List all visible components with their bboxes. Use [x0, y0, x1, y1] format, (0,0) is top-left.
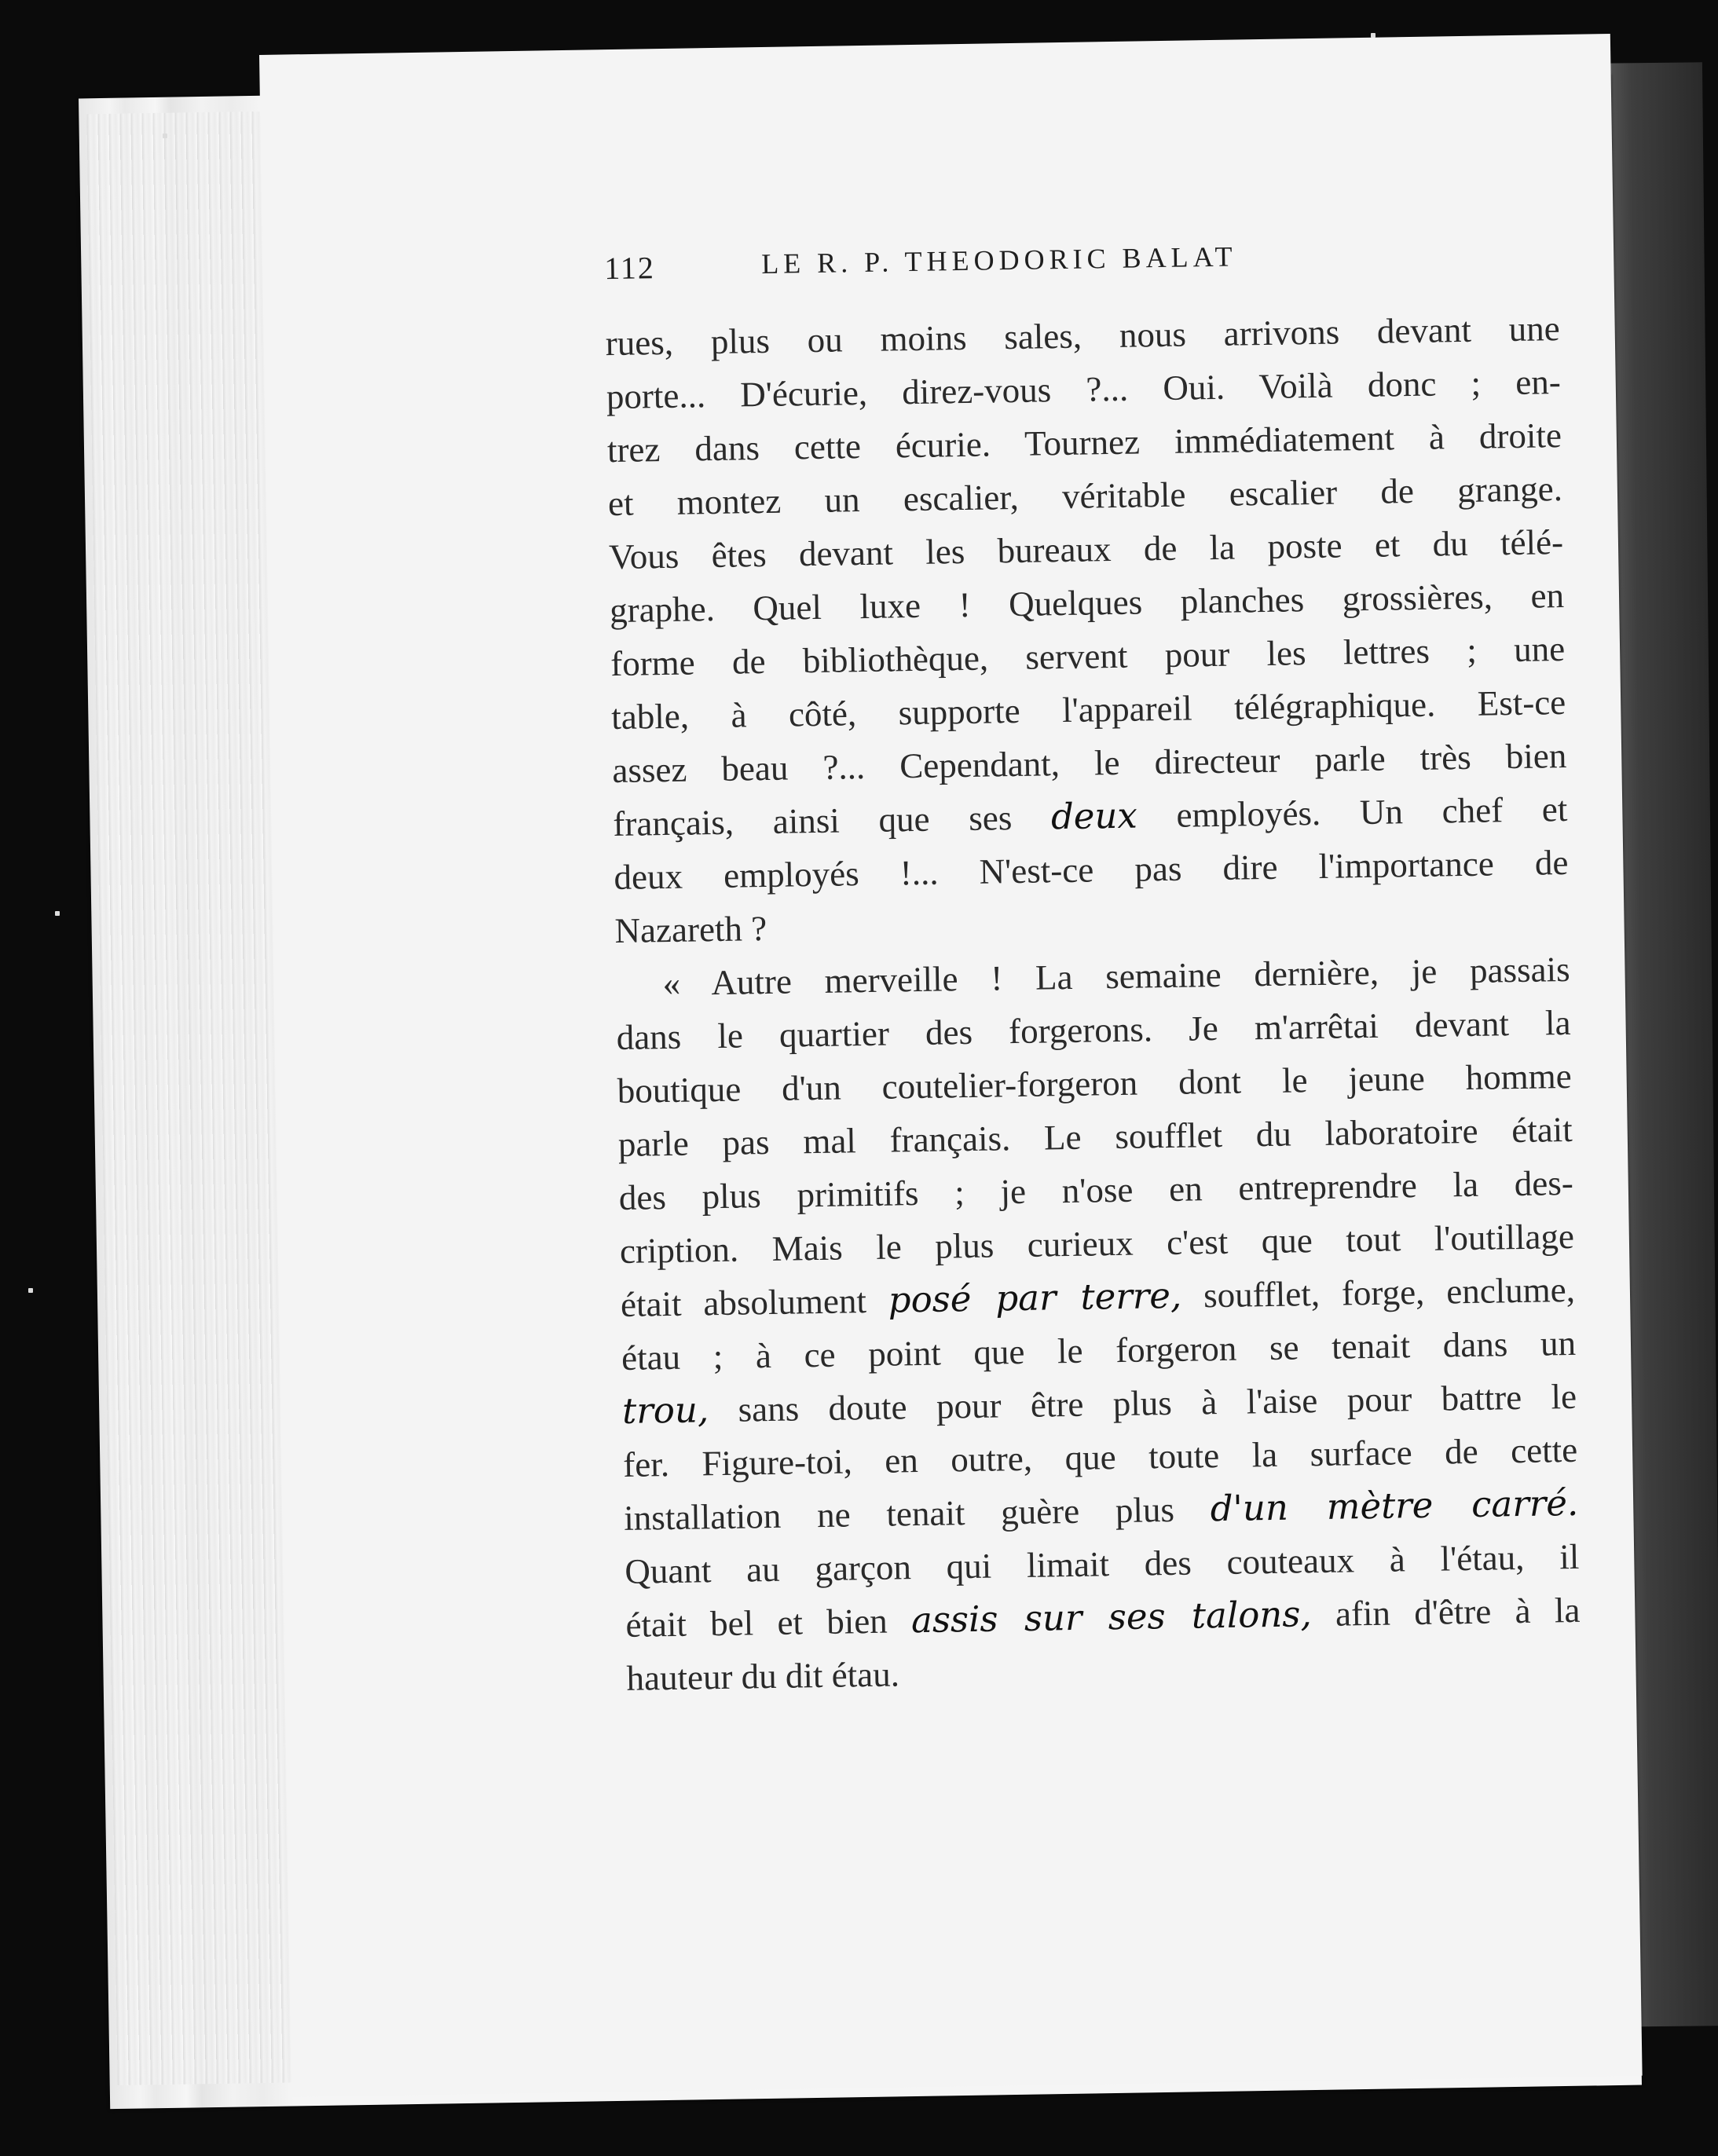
text-segment: deux employés !... N'est-ce pas dire l'importance de — [614, 842, 1569, 898]
text-segment: afin d'être à la — [1311, 1590, 1581, 1634]
text-segment: soufflet, forge, enclume, — [1181, 1269, 1576, 1316]
italic-text: deux — [1050, 794, 1138, 838]
text-segment: sans doute pour être plus à l'aise pour battre le — [708, 1376, 1577, 1430]
text-segment: des plus primitifs ; je n'ose en entreprendre la des- — [618, 1162, 1574, 1217]
italic-text: assis sur ses talons, — [910, 1593, 1313, 1642]
text-segment: table, à côté, supporte l'appareil télégraphique. Est-ce — [610, 682, 1566, 738]
italic-text: posé par terre, — [888, 1274, 1182, 1321]
text-segment: assez beau ?... Cependant, le directeur parle très bien — [611, 735, 1567, 791]
text-segment: boutique d'un coutelier-forgeron dont le jeune homme — [617, 1056, 1573, 1111]
text-segment: Nazareth ? — [614, 908, 767, 951]
page-header — [604, 236, 1469, 297]
text-segment: parle pas mal français. Le soufflet du laboratoire était — [617, 1109, 1573, 1164]
text-segment: employés. Un chef et — [1137, 789, 1568, 836]
body-text — [605, 302, 1581, 1705]
dust-speck — [55, 911, 60, 916]
italic-text: d'un mètre carré. — [1210, 1481, 1579, 1530]
page-number: 112 — [603, 250, 656, 287]
text-segment: graphe. Quel luxe ! Quelques planches grossières, en — [609, 575, 1565, 631]
text-segment: français, ainsi que ses — [613, 797, 1052, 844]
text-segment: et montez un escalier, véritable escalier de grange. — [607, 469, 1563, 524]
text-segment: dans le quartier des forgerons. Je m'arrêtai devant la — [616, 1002, 1571, 1058]
text-segment: hauteur du dit étau. — [626, 1654, 900, 1698]
text-segment: était absolument — [620, 1280, 889, 1324]
dust-speck — [163, 134, 167, 138]
text-segment: Quant au garçon qui limait des couteaux à l'étau, il — [624, 1536, 1580, 1591]
text-segment: étau ; à ce point que le forgeron se tenait dans un — [621, 1323, 1577, 1378]
text-segment: rues, plus ou moins sales, nous arrivons devant une — [605, 309, 1561, 364]
text-segment: porte... D'écurie, direz-vous ?... Oui. Voilà donc ; en- — [606, 362, 1562, 417]
text-segment: était bel et bien — [625, 1601, 912, 1645]
text-segment: Vous êtes devant les bureaux de la poste et du télé- — [608, 522, 1564, 577]
text-segment: cription. Mais le plus curieux c'est que tout l'outillage — [619, 1216, 1575, 1271]
text-segment: forme de bibliothèque, servent pour les lettres ; une — [610, 628, 1566, 684]
text-segment: trez dans cette écurie. Tournez immédiatement à droite — [606, 415, 1562, 470]
dust-speck — [28, 1288, 33, 1293]
book-page — [259, 34, 1643, 2097]
running-title: LE R. P. THEODORIC BALAT — [760, 240, 1237, 280]
italic-text: trou, — [621, 1389, 709, 1432]
text-segment: « Autre merveille ! La semaine dernière, je passais — [662, 949, 1570, 1004]
text-segment: fer. Figure-toi, en outre, que toute la surface de cette — [622, 1429, 1578, 1484]
text-segment: installation ne tenait guère plus — [623, 1489, 1211, 1538]
